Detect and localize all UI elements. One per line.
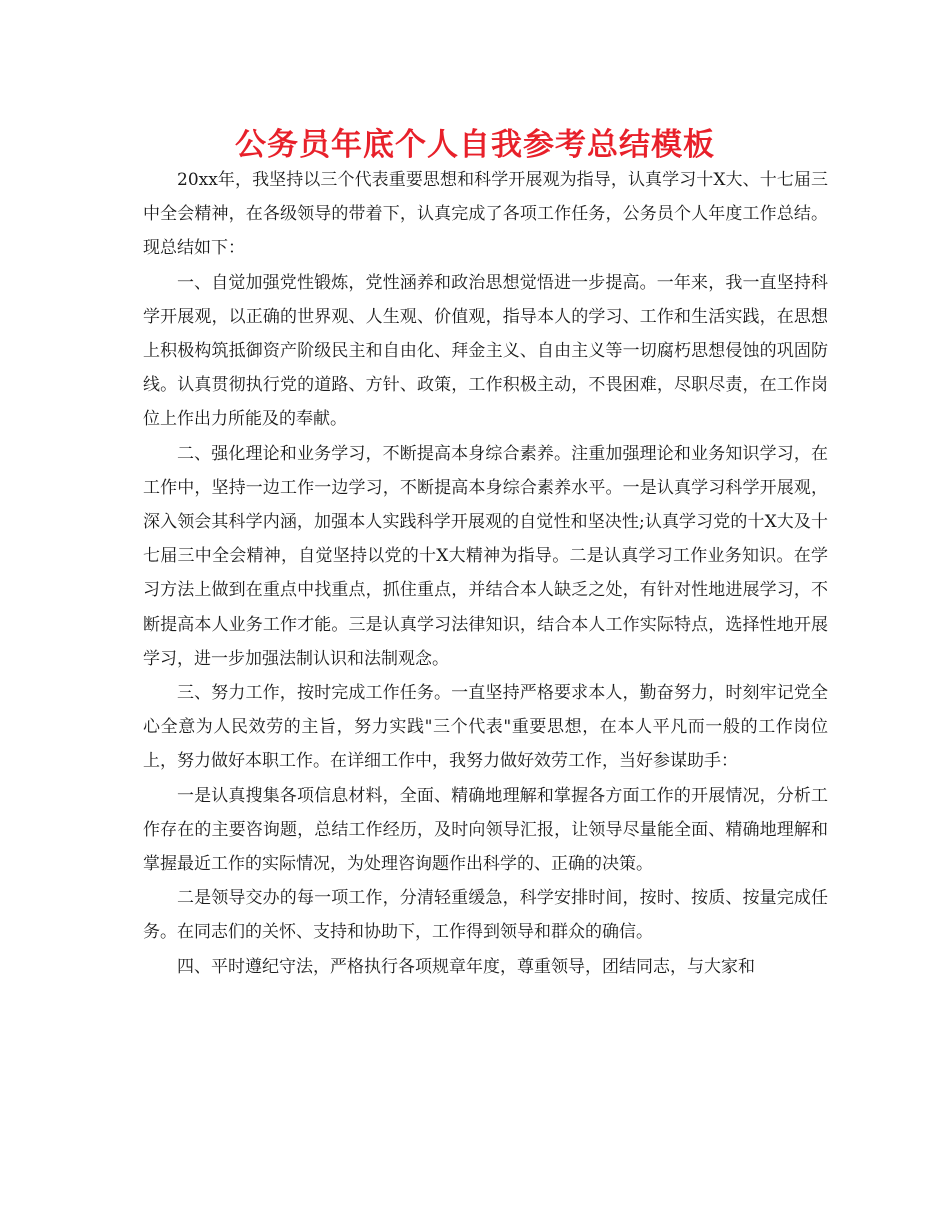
- paragraph-section-3-item-1: 一是认真搜集各项信息材料，全面、精确地理解和掌握各方面工作的开展情况，分析工作存在的主要咨询题，总结工作经历，及时向领导汇报，让领导尽量能全面、精确地理解和掌握最近工作的实际情况，为处理咨询题作出科学的、正确的决策。: [143, 785, 828, 875]
- document-title: 公务员年底个人自我参考总结模板: [235, 127, 715, 163]
- paragraph-section-3-item-2: 二是领导交办的每一项工作，分清轻重缓急，科学安排时间，按时、按质、按量完成任务。在同志们的关怀、支持和协助下，工作得到领导和群众的确信。: [143, 888, 828, 943]
- paragraph-section-4: 四、平时遵纪守法，严格执行各项规章年度，尊重领导，团结同志，与大家和: [177, 956, 755, 977]
- paragraph-section-1: 一、自觉加强党性锻炼，党性涵养和政治思想觉悟进一步提高。一年来，我一直坚持科学开展观，以正确的世界观、人生观、价值观，指导本人的学习、工作和生活实践，在思想上积极构筑抵御资产阶级民主和自由化、拜金主义、自由主义等一切腐朽思想侵蚀的巩固防线。认真贯彻执行党的道路、方针、政策，工作积极主动，不畏困难，尽职尽责，在工作岗位上作出力所能及的奉献。: [143, 272, 828, 430]
- paragraph-section-3: 三、努力工作，按时完成工作任务。一直坚持严格要求本人，勤奋努力，时刻牢记党全心全意为人民效劳的主旨，努力实践"三个代表"重要思想，在本人平凡而一般的工作岗位上，努力做好本职工作。在详细工作中，我努力做好效劳工作，当好参谋助手：: [143, 683, 828, 772]
- paragraph-section-2: 二、强化理论和业务学习，不断提高本身综合素养。注重加强理论和业务知识学习，在工作中，坚持一边工作一边学习，不断提高本身综合素养水平。一是认真学习科学开展观，深入领会其科学内涵，加强本人实践科学开展观的自觉性和坚决性;认真学习党的十X大及十七届三中全会精神，自觉坚持以党的十X大精神为指导。二是认真学习工作业务知识。在学习方法上做到在重点中找重点，抓住重点，并结合本人缺乏之处，有针对性地进展学习，不断提高本人业务工作才能。三是认真学习法律知识，结合本人工作实际特点，选择性地开展学习，进一步加强法制认识和法制观念。: [143, 443, 828, 669]
- document-body: [143, 163, 828, 984]
- paragraph-intro: 20xx年，我坚持以三个代表重要思想和科学开展观为指导，认真学习十X大、十七届三中全会精神，在各级领导的带着下，认真完成了各项工作任务，公务员个人年度工作总结。现总结如下：: [143, 170, 828, 259]
